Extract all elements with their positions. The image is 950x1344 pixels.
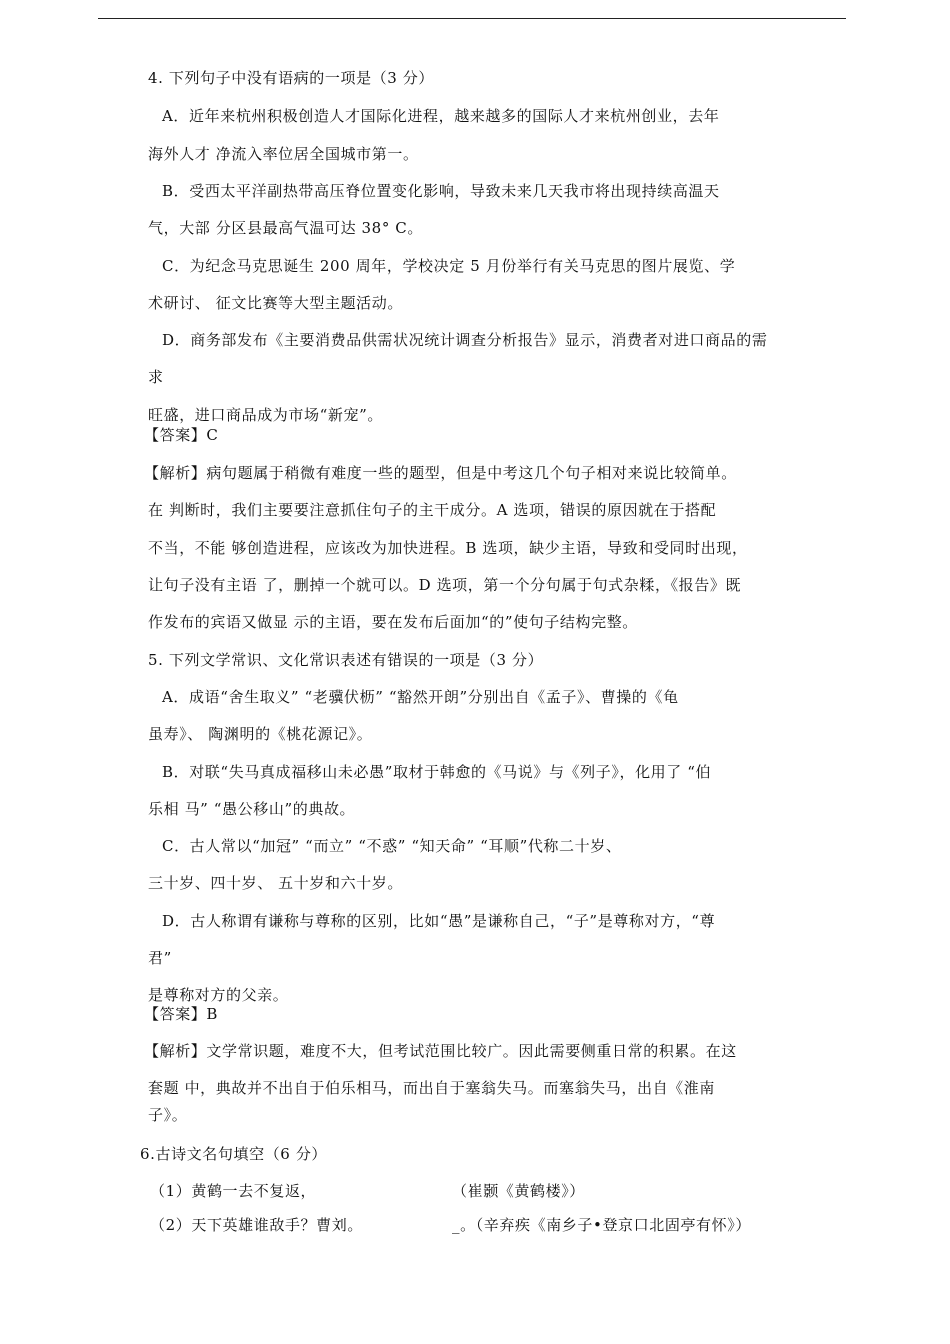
q5-answer: 【答案】B bbox=[144, 1005, 219, 1023]
q4-stem: 4. 下列句子中没有语病的一项是（3 分） bbox=[148, 69, 434, 87]
q4-option-d-line2: 求 bbox=[148, 368, 164, 386]
q6-item1-source: （崔颢《黄鹤楼》） bbox=[452, 1182, 585, 1200]
q4-answer: 【答案】C bbox=[144, 426, 219, 444]
q5-option-c-line2: 三十岁、四十岁、 五十岁和六十岁。 bbox=[148, 874, 403, 892]
q4-option-a-line2: 海外人才 净流入率位居全国城市第一。 bbox=[148, 145, 419, 163]
q4-option-a-line1: A．近年来杭州积极创造人才国际化进程，越来越多的国际人才来杭州创业，去年 bbox=[162, 107, 720, 125]
q4-option-c-line2: 术研讨、 征文比赛等大型主题活动。 bbox=[148, 294, 403, 312]
q5-option-d-line3: 是尊称对方的父亲。 bbox=[148, 986, 289, 1004]
q5-stem: 5. 下列文学常识、文化常识表述有错误的一项是（3 分） bbox=[148, 651, 544, 669]
q4-option-b-line2: 气，大部 分区县最高气温可达 38° C。 bbox=[148, 219, 423, 237]
q6-item1-prompt: （1）黄鹤一去不复返， bbox=[150, 1182, 317, 1200]
q4-analysis-line5: 作发布的宾语又做显 示的主语，要在发布后面加“的”使句子结构完整。 bbox=[148, 613, 638, 631]
q4-option-d-line3: 旺盛，进口商品成为市场“新宠”。 bbox=[148, 406, 383, 424]
q5-option-c-line1: C．古人常以“加冠” “而立” “不惑” “知天命” “耳顺”代称二十岁、 bbox=[162, 837, 622, 855]
q6-stem: 6.古诗文名句填空（6 分） bbox=[140, 1145, 328, 1163]
q5-option-a-line2: 虽寿》、 陶渊明的《桃花源记》。 bbox=[148, 725, 373, 743]
q4-option-d-line1: D．商务部发布《主要消费品供需状况统计调查分析报告》显示，消费者对进口商品的需 bbox=[162, 331, 768, 349]
q5-option-d-line1: D．古人称谓有谦称与尊称的区别，比如“愚”是谦称自己，“子”是尊称对方，“尊 bbox=[162, 912, 716, 930]
q6-item2-source: _。（辛弃疾《南乡子•登京口北固亭有怀》） bbox=[452, 1216, 751, 1234]
q4-analysis-line1: 【解析】病句题属于稍微有难度一些的题型，但是中考这几个句子相对来说比较简单。 bbox=[144, 464, 737, 482]
q6-item2-prompt: （2）天下英雄谁敌手？曹刘。 bbox=[150, 1216, 363, 1234]
q4-option-b-line1: B．受西太平洋副热带高压脊位置变化影响，导致未来几天我市将出现持续高温天 bbox=[162, 182, 720, 200]
q5-option-b-line1: B．对联“失马真成福移山未必愚”取材于韩愈的《马说》与《列子》，化用了 “伯 bbox=[162, 763, 712, 781]
q4-analysis-line4: 让句子没有主语 了，删掉一个就可以。D 选项，第一个分句属于句式杂糅，《报告》既 bbox=[148, 576, 742, 594]
q4-analysis-line2: 在 判断时，我们主要要注意抓住句子的主干成分。A 选项，错误的原因就在于搭配 bbox=[148, 501, 717, 519]
q5-analysis-line1: 【解析】文学常识题，难度不大，但考试范围比较广。因此需要侧重日常的积累。在这 bbox=[144, 1042, 737, 1060]
header-rule bbox=[98, 18, 846, 19]
q5-analysis-line3: 子》。 bbox=[148, 1106, 188, 1124]
q5-option-b-line2: 乐相 马” “愚公移山”的典故。 bbox=[148, 800, 356, 818]
q4-analysis-line3: 不当，不能 够创造进程，应该改为加快进程。B 选项，缺少主语，导致和受同时出现， bbox=[148, 539, 748, 557]
q5-option-d-line2: 君” bbox=[148, 949, 172, 967]
q4-option-c-line1: C．为纪念马克思诞生 200 周年，学校决定 5 月份举行有关马克思的图片展览、学 bbox=[162, 257, 736, 275]
q5-analysis-line2: 套题 中，典故并不出自于伯乐相马，而出自于塞翁失马。而塞翁失马，出自《淮南 bbox=[148, 1079, 715, 1097]
q5-option-a-line1: A．成语“舍生取义” “老骥伏枥” “豁然开朗”分别出自《孟子》、曹操的《龟 bbox=[162, 688, 679, 706]
